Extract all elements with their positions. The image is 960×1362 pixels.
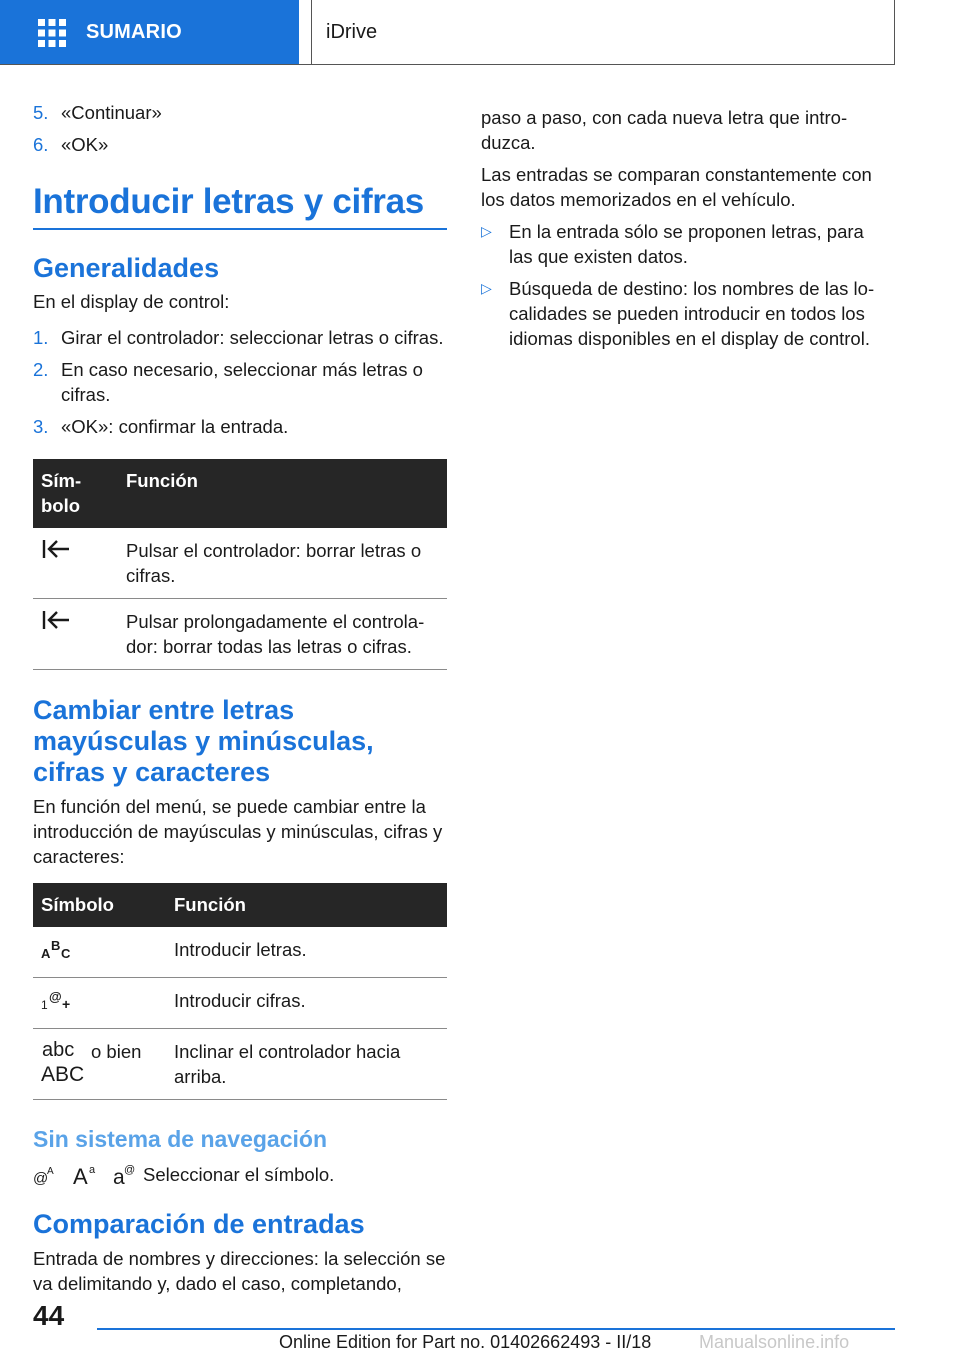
step-number: 5. [33, 102, 49, 123]
abc-letters-icon [41, 937, 75, 961]
case-intro: En función del menú, se puede cambiar entre la introducción de mayúsculas y minúsculas, cifras y caracteres: [33, 796, 443, 867]
compare-text: Entrada de nombres y direcciones: la selección se va delimitando y, dado el caso, completando, [33, 1248, 446, 1294]
table-row [33, 978, 447, 1029]
svg-text:@: @ [33, 1169, 49, 1186]
symbol-cell [33, 978, 166, 1029]
function-column-header: Función [118, 459, 447, 528]
function-cell: Introducir cifras. [166, 978, 447, 1029]
svg-text:A: A [41, 946, 51, 961]
input-mode-table [33, 883, 447, 1100]
step-text: En caso necesario, seleccionar más letras o cifras. [61, 359, 423, 405]
table-header-row [33, 883, 447, 927]
subsection-title-case: Cambiar entre letras mayúsculas y minúsculas, cifras y caracteres [33, 695, 374, 787]
function-cell: Introducir letras. [166, 927, 447, 978]
chapter-title: iDrive [326, 20, 378, 43]
bullet-text: En la entrada sólo se proponen letras, para las que existen datos. [509, 221, 864, 267]
svg-text:+: + [62, 996, 71, 1012]
symbol-cell [33, 599, 118, 670]
step-text: «Continuar» [61, 102, 162, 123]
table-header-row [33, 459, 447, 528]
backspace-icon [41, 609, 73, 631]
no-navigation-text: Seleccionar el símbolo. [143, 1164, 335, 1185]
lowercase-at-icon [113, 1163, 137, 1187]
step-text: Girar el controlador: seleccionar letras o cifras. [61, 327, 444, 348]
chapter-breadcrumb [311, 0, 895, 65]
toc-button[interactable] [0, 0, 299, 65]
page-number: 44 [33, 1300, 65, 1331]
toc-label: SUMARIO [86, 21, 182, 43]
backspace-icon [41, 538, 73, 560]
watermark: Manualsonline.info [699, 1332, 850, 1352]
or-label: o bien [91, 1041, 142, 1062]
symbol-column-header: Símbolo [33, 459, 118, 528]
grid-menu-icon [38, 19, 66, 47]
svg-text:ABC: ABC [41, 1063, 85, 1083]
svg-text:@: @ [124, 1163, 136, 1176]
list-item [33, 100, 447, 125]
uppercase-lowercase-icon [73, 1163, 99, 1187]
compare-text-continued: paso a paso, con cada nueva letra que introduzca. [481, 107, 848, 153]
svg-text:@: @ [49, 989, 62, 1004]
subsection-title-compare: Comparación de entradas [33, 1209, 365, 1239]
svg-text:abc: abc [42, 1039, 75, 1061]
svg-text:1: 1 [41, 998, 48, 1012]
svg-text:A: A [47, 1165, 54, 1177]
section-title: Introducir letras y cifras [33, 182, 447, 230]
function-cell: Inclinar el controlador hacia arriba. [166, 1029, 447, 1100]
list-item [33, 357, 447, 407]
numbers-symbols-icon [41, 988, 75, 1012]
step-number: 3. [33, 416, 49, 437]
symbol-column-header: Símbolo [33, 883, 166, 927]
table-row [33, 599, 447, 670]
edition-note: Online Edition for Part no. 01402662493 - II/18 [279, 1332, 652, 1352]
svg-text:a: a [89, 1163, 96, 1176]
function-cell: Pulsar prolongadamente el controlador: borrar todas las letras o cifras. [118, 599, 447, 670]
left-column [33, 100, 447, 1296]
svg-text:C: C [61, 946, 71, 961]
table-row [33, 1029, 447, 1100]
at-letter-icon [33, 1164, 57, 1186]
table-row [33, 528, 447, 599]
abc-case-icon [41, 1039, 89, 1083]
delete-symbols-table [33, 459, 447, 670]
symbol-row [33, 1162, 447, 1187]
list-item [481, 219, 891, 269]
subsection-title-general: Generalidades [33, 253, 220, 283]
list-item [33, 132, 447, 157]
svg-text:a: a [113, 1165, 125, 1187]
svg-text:A: A [73, 1163, 88, 1187]
symbol-cell [33, 528, 118, 599]
general-intro: En el display de control: [33, 291, 230, 312]
function-column-header: Función [166, 883, 447, 927]
subsection-title-no-navigation: Sin sistema de navegación [33, 1126, 328, 1152]
compare-memory-text: Las entradas se comparan constantemente con los datos memorizados en el vehículo. [481, 164, 872, 210]
svg-text:B: B [51, 938, 61, 953]
symbol-cell [33, 927, 166, 978]
triangle-bullet-icon: ▷ [481, 280, 492, 296]
step-text: «OK» [61, 134, 109, 155]
triangle-bullet-icon: ▷ [481, 223, 492, 239]
step-text: «OK»: confirmar la entrada. [61, 416, 289, 437]
step-number: 2. [33, 359, 49, 380]
header-divider [0, 64, 311, 65]
step-number: 1. [33, 327, 49, 348]
function-cell: Pulsar el controlador: borrar letras o cifras. [118, 528, 447, 599]
bullet-text: Búsqueda de destino: los nombres de las localidades se pueden introducir en todos los idiomas disponibles en el display de control. [509, 278, 875, 349]
table-row [33, 927, 447, 978]
right-column [481, 105, 891, 351]
list-item [481, 276, 891, 351]
step-number: 6. [33, 134, 49, 155]
list-item [33, 414, 447, 439]
symbol-cell [33, 1029, 166, 1100]
list-item [33, 325, 447, 350]
footer-divider [97, 1328, 895, 1330]
